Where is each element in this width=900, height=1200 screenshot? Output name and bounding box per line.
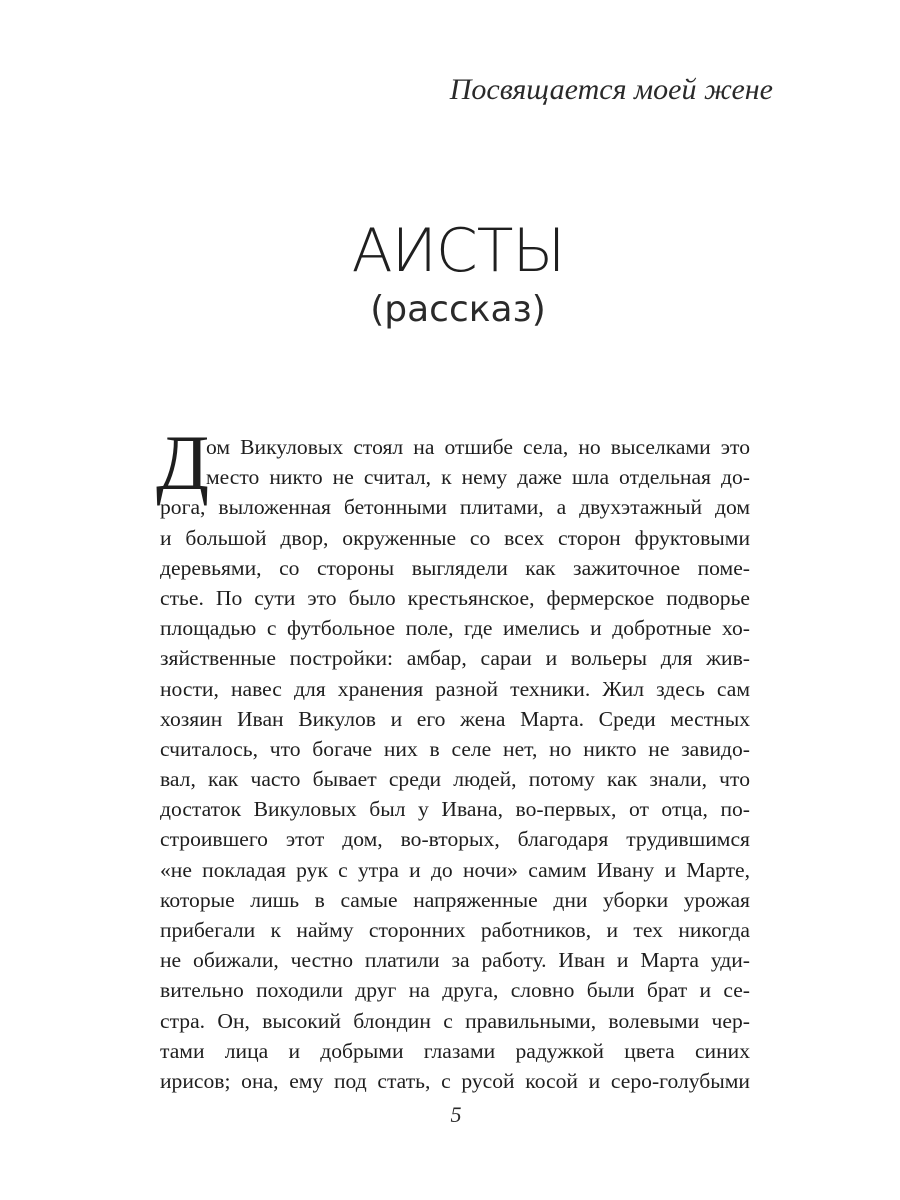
text-line: площадью с футбольное поле, где имелись и добротные хо-: [160, 616, 750, 641]
story-title: АИСТЫ: [351, 216, 565, 286]
text-line: достаток Викуловых был у Ивана, во-первых, от отца, по-: [160, 797, 750, 822]
story-subtitle: (рассказ): [370, 289, 546, 330]
text-line: ирисов; она, ему под стать, с русой косой и серо-голубыми: [160, 1068, 750, 1093]
dedication: Посвящается моей жене: [449, 73, 773, 106]
text-line: вал, как часто бывает среди людей, потому как знали, что: [160, 767, 750, 792]
text-line: хозяин Иван Викулов и его жена Марта. Среди местных: [160, 706, 750, 731]
text-line: которые лишь в самые напряженные дни уборки урожая: [160, 887, 750, 912]
text-line: место никто не считал, к нему даже шла отдельная до-: [206, 465, 750, 490]
text-line: прибегали к найму сторонних работников, и тех никогда: [160, 918, 750, 942]
story-body: [156, 419, 750, 1096]
text-line: строившего этот дом, во-вторых, благодаря трудившимся: [160, 827, 750, 852]
title-block: [0, 218, 900, 332]
text-line: не обижали, честно платили за работу. Иван и Марта уди-: [160, 948, 750, 973]
text-line: деревьями, со стороны выглядели как зажиточное поме-: [160, 555, 750, 580]
text-line: ности, навес для хранения разной техники. Жил здесь сам: [160, 676, 750, 701]
text-line: зяйственные постройки: амбар, сараи и вольеры для жив-: [160, 646, 750, 671]
drop-cap: Д: [156, 419, 210, 506]
text-line: стра. Он, высокий блондин с правильными, волевыми чер-: [160, 1008, 750, 1033]
text-line: вительно походили друг на друга, словно были брат и се-: [160, 978, 750, 1003]
text-line: и большой двор, окруженные со всех сторон фруктовыми: [160, 525, 750, 550]
text-line: рога, выложенная бетонными плитами, а двухэтажный дом: [160, 495, 750, 520]
text-line: считалось, что богаче них в селе нет, но никто не завидо-: [160, 736, 750, 761]
text-line: стье. По сути это было крестьянское, фермерское подворье: [160, 585, 750, 610]
text-line: ом Викуловых стоял на отшибе села, но выселками это: [206, 435, 750, 459]
text-line: тами лица и добрыми глазами радужкой цвета синих: [160, 1038, 750, 1063]
page-number: 5: [450, 1102, 462, 1127]
text-line: «не покладая рук с утра и до ночи» самим Ивану и Марте,: [160, 857, 750, 882]
